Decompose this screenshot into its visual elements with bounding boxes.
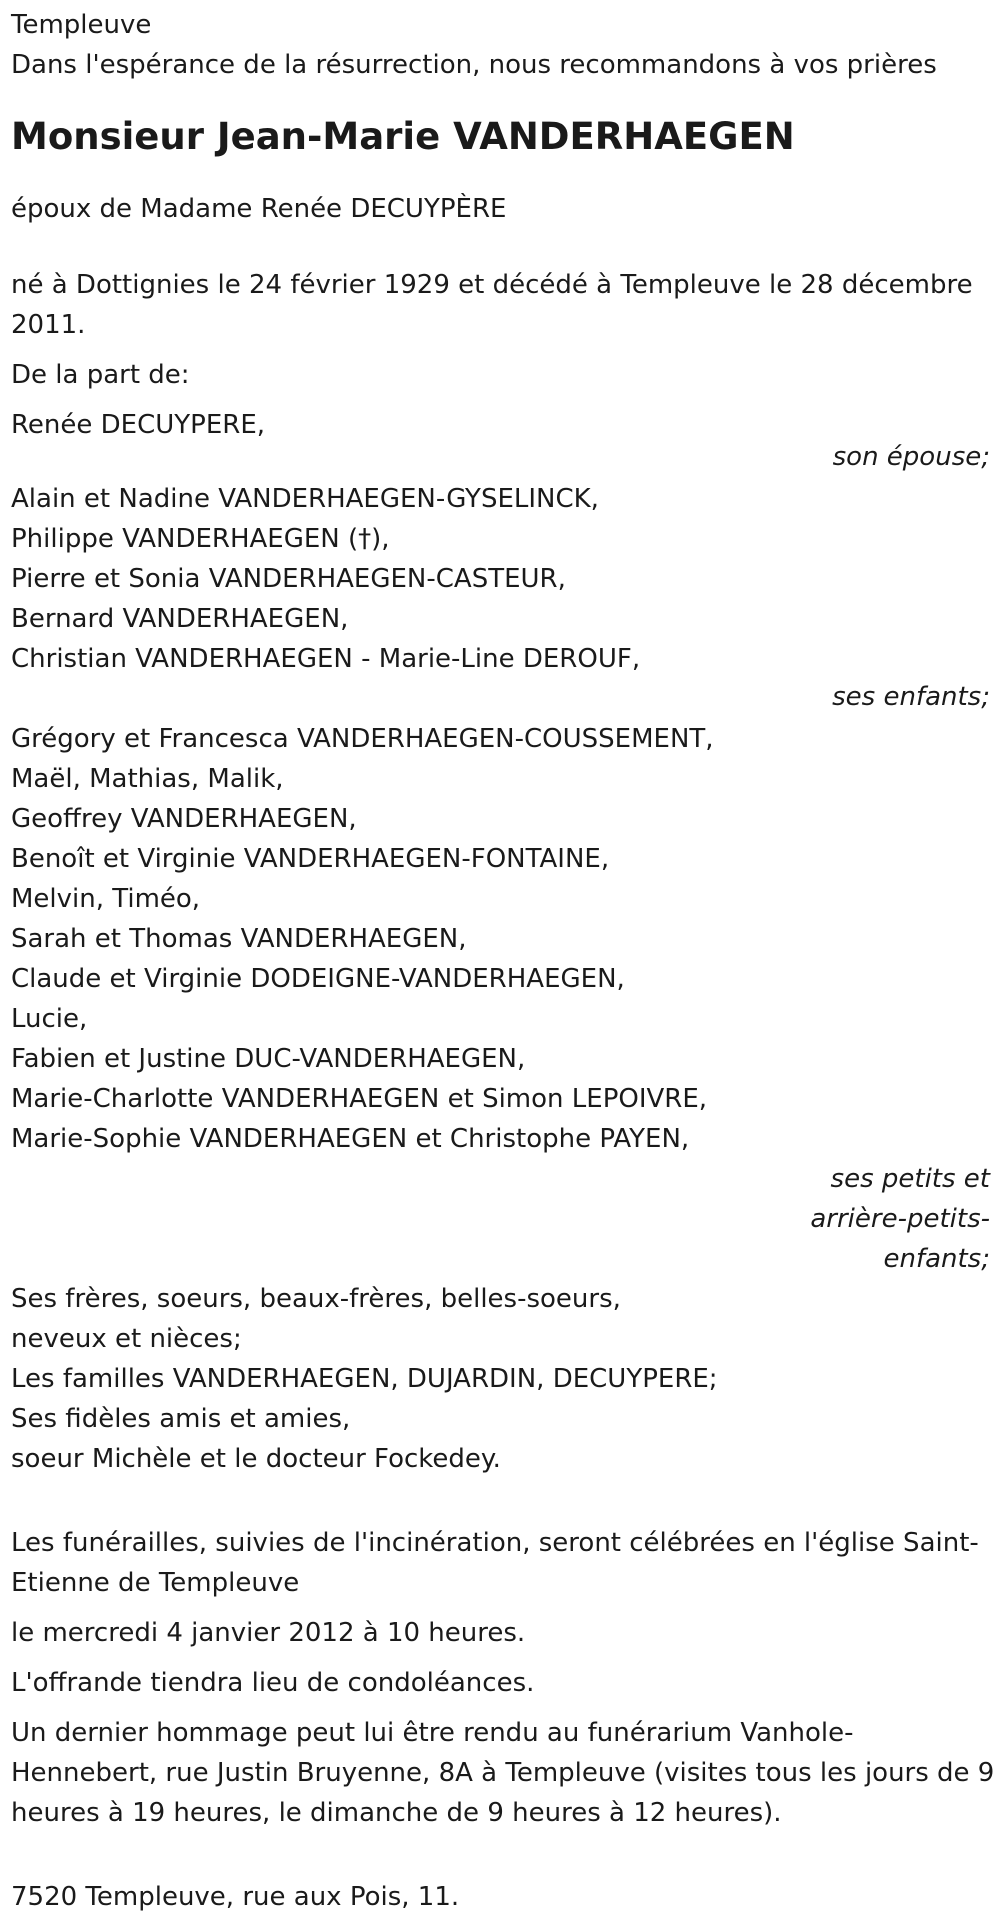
family-name-line: Maël, Mathias, Malik, <box>11 764 284 794</box>
family-name-line: Pierre et Sonia VANDERHAEGEN-CASTEUR, <box>11 564 566 594</box>
grandchildren-group <box>11 719 996 1279</box>
deceased-name: Monsieur Jean-Marie VANDERHAEGEN <box>11 115 795 158</box>
others-line: soeur Michèle et le docteur Fockedey. <box>11 1444 501 1474</box>
family-name-line: Philippe VANDERHAEGEN (†), <box>11 524 390 554</box>
family-name-line: Alain et Nadine VANDERHAEGEN-GYSELINCK, <box>11 484 599 514</box>
family-name-line: Sarah et Thomas VANDERHAEGEN, <box>11 924 467 954</box>
offering-text: L'offrande tiendra lieu de condoléances. <box>11 1668 535 1698</box>
others-line: neveux et nièces; <box>11 1324 242 1354</box>
obituary-content <box>11 5 996 1917</box>
children-group <box>11 479 996 717</box>
address-text: 7520 Templeuve, rue aux Pois, 11. <box>11 1882 460 1912</box>
family-name-line: Geoffrey VANDERHAEGEN, <box>11 804 357 834</box>
family-name-line: Renée DECUYPERE, <box>11 410 266 440</box>
children-role: ses enfants; <box>832 682 990 712</box>
funeral-text: Les funérailles, suivies de l'incinération, seront célébrées en l'église Saint-Etienne de Templeuve <box>11 1528 979 1598</box>
others-line: Ses frères, soeurs, beaux-frères, belles-soeurs, <box>11 1284 621 1314</box>
family-name-line: Christian VANDERHAEGEN - Marie-Line DEROUF, <box>11 644 641 674</box>
tribute-text: Un dernier hommage peut lui être rendu au funérarium Vanhole-Hennebert, rue Justin Bruyenne, 8A à Templeuve (visites tous les jours de 9 heures à 19 heures, le dimanche de 9 heures à 12 heures). <box>11 1718 995 1828</box>
family-name-line: Benoît et Virginie VANDERHAEGEN-FONTAINE, <box>11 844 610 874</box>
spouse-line: époux de Madame Renée DECUYPÈRE <box>11 194 507 224</box>
grandchildren-role: ses petits et arrière-petits-enfants; <box>810 1164 990 1274</box>
family-name-line: Marie-Sophie VANDERHAEGEN et Christophe PAYEN, <box>11 1124 690 1154</box>
spouse-role: son épouse; <box>832 442 990 472</box>
family-name-line: Claude et Virginie DODEIGNE-VANDERHAEGEN, <box>11 964 625 994</box>
family-name-line: Bernard VANDERHAEGEN, <box>11 604 349 634</box>
funeral-date: le mercredi 4 janvier 2012 à 10 heures. <box>11 1618 526 1648</box>
others-group <box>11 1279 996 1479</box>
spouse-group <box>11 405 996 477</box>
others-line: Ses fidèles amis et amies, <box>11 1404 351 1434</box>
family-name-line: Fabien et Justine DUC-VANDERHAEGEN, <box>11 1044 526 1074</box>
header-intro: Dans l'espérance de la résurrection, nous recommandons à vos prières <box>11 50 937 80</box>
others-line: Les familles VANDERHAEGEN, DUJARDIN, DECUYPERE; <box>11 1364 718 1394</box>
birth-death-text: né à Dottignies le 24 février 1929 et décédé à Templeuve le 28 décembre 2011. <box>11 270 973 340</box>
family-intro: De la part de: <box>11 360 190 390</box>
family-name-line: Marie-Charlotte VANDERHAEGEN et Simon LEPOIVRE, <box>11 1084 708 1114</box>
family-name-line: Grégory et Francesca VANDERHAEGEN-COUSSEMENT, <box>11 724 714 754</box>
family-name-line: Melvin, Timéo, <box>11 884 201 914</box>
header-place: Templeuve <box>11 10 152 40</box>
family-name-line: Lucie, <box>11 1004 88 1034</box>
